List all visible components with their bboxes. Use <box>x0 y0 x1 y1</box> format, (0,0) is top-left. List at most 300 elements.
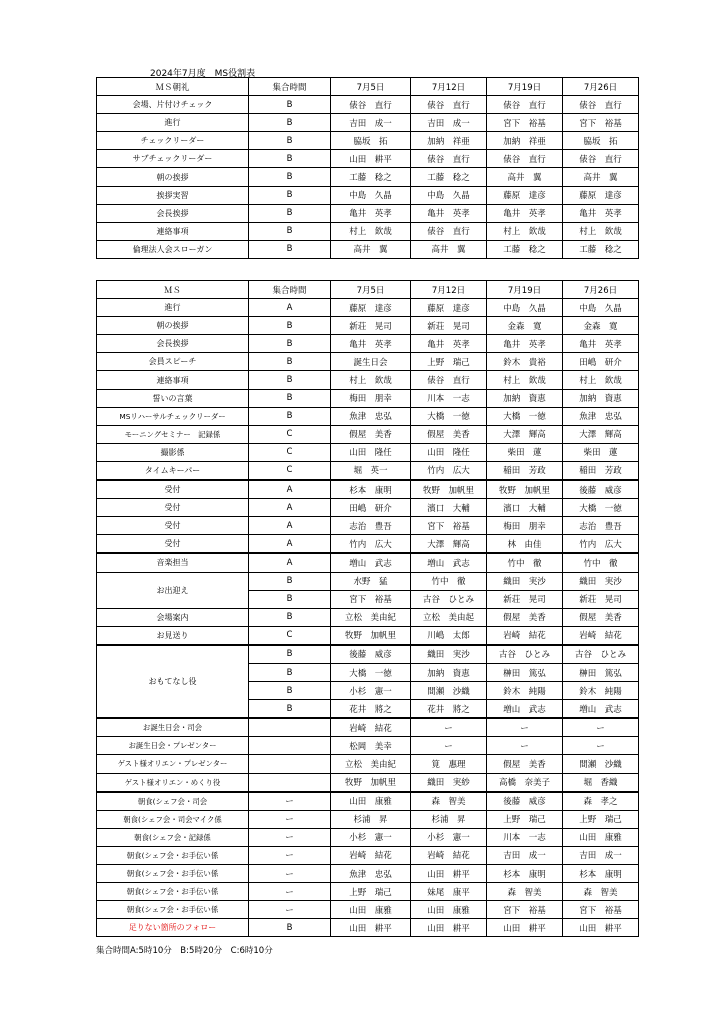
assignee-cell: 古谷 ひとみ <box>411 590 487 608</box>
role-cell: 倫理法人会スローガン <box>97 240 249 258</box>
assignee-cell: 加納 資恵 <box>411 663 487 681</box>
time-cell: ー <box>249 901 331 919</box>
time-cell: B <box>249 335 331 353</box>
table-row <box>97 535 639 554</box>
time-cell: B <box>249 389 331 407</box>
assignee-cell: 山田 耕平 <box>331 919 411 937</box>
time-cell: B <box>249 353 331 371</box>
role-cell: 足りない箇所のフォロー <box>97 919 249 937</box>
table-row <box>97 150 639 168</box>
assignee-cell: 堀 香織 <box>563 773 639 792</box>
time-cell: ー <box>249 810 331 828</box>
time-cell: A <box>249 553 331 572</box>
assignee-cell: 中島 久晶 <box>331 186 411 204</box>
assignee-cell: 大澤 輝高 <box>563 425 639 443</box>
assignee-cell: 村上 欽哉 <box>331 371 411 389</box>
role-cell: MSリハーサルチェックリーダー <box>97 407 249 425</box>
role-cell: 音楽担当 <box>97 553 249 572</box>
role-cell: お出迎え <box>97 572 249 608</box>
time-cell: C <box>249 461 331 480</box>
assignee-cell: 稲田 芳政 <box>487 461 563 480</box>
assignee-cell: 假屋 美香 <box>487 608 563 626</box>
time-cell: B <box>249 204 331 222</box>
role-cell: 朝の挨拶 <box>97 317 249 335</box>
table-row <box>97 317 639 335</box>
role-cell: お誕生日会・プレゼンター <box>97 737 249 755</box>
assignee-cell: 榊田 篤弘 <box>563 663 639 681</box>
assignee-cell: 花井 將之 <box>411 700 487 719</box>
table-row <box>97 222 639 240</box>
assignee-cell: 大橋 一徳 <box>563 499 639 517</box>
time-cell: B <box>249 150 331 168</box>
assignee-cell: 竹中 徹 <box>411 572 487 590</box>
assignee-cell: 山田 耕平 <box>411 919 487 937</box>
time-cell: B <box>249 240 331 258</box>
assignee-cell: 金森 寛 <box>563 317 639 335</box>
assignee-cell: 岩崎 結花 <box>331 718 411 737</box>
role-cell: タイムキーパー <box>97 461 249 480</box>
assignee-cell: 森 孝之 <box>563 792 639 811</box>
role-cell: 朝の挨拶 <box>97 168 249 186</box>
assignee-cell: 大澤 輝高 <box>487 425 563 443</box>
assignee-cell: 柴田 蓮 <box>563 443 639 461</box>
assignee-cell: 俵谷 直行 <box>411 96 487 114</box>
assignee-cell: ー <box>411 718 487 737</box>
assignee-cell: 村上 欽哉 <box>487 222 563 240</box>
assignee-cell: 杉浦 昇 <box>331 810 411 828</box>
assignee-cell: 假屋 美香 <box>331 425 411 443</box>
assignee-cell: 魚津 忠弘 <box>331 865 411 883</box>
time-cell: B <box>249 645 331 664</box>
role-cell: 受付 <box>97 535 249 554</box>
role-cell: 会長挨拶 <box>97 335 249 353</box>
assignee-cell: 吉田 成一 <box>487 846 563 864</box>
table-row <box>97 407 639 425</box>
table-row <box>97 572 639 590</box>
assignee-cell: 加納 資恵 <box>563 389 639 407</box>
role-cell: 朝食(シェフ会・司会 <box>97 792 249 811</box>
assignee-cell: 俵谷 直行 <box>331 96 411 114</box>
time-cell: B <box>249 222 331 240</box>
assignee-cell: 上野 瑞己 <box>411 353 487 371</box>
table-row <box>97 114 639 132</box>
assignee-cell: 織田 実沙 <box>563 572 639 590</box>
assignee-cell: 中島 久晶 <box>487 299 563 317</box>
assignee-cell: 山田 康雅 <box>331 792 411 811</box>
assignee-cell: 宮下 裕基 <box>411 517 487 535</box>
table-row <box>97 517 639 535</box>
time-cell: ー <box>249 865 331 883</box>
assignee-cell: 川嶋 太郎 <box>411 626 487 645</box>
time-cell: B <box>249 682 331 700</box>
assignee-cell: 村上 欽哉 <box>563 371 639 389</box>
time-cell: A <box>249 499 331 517</box>
assignee-cell: 新荘 晃司 <box>563 590 639 608</box>
assignee-cell: 牧野 加帆里 <box>331 773 411 792</box>
time-cell: B <box>249 700 331 719</box>
assignee-cell: 中島 久晶 <box>411 186 487 204</box>
column-header: 7月26日 <box>563 78 639 96</box>
table-row <box>97 425 639 443</box>
assignee-cell: 小杉 憲一 <box>411 828 487 846</box>
assignee-cell: 織田 実沙 <box>411 645 487 664</box>
assignee-cell: 濱口 大輔 <box>487 499 563 517</box>
assignee-cell: 立松 美由紀 <box>331 755 411 773</box>
assignee-cell: 水野 猛 <box>331 572 411 590</box>
time-cell: C <box>249 443 331 461</box>
table-row <box>97 132 639 150</box>
assignee-cell: 宮下 裕基 <box>331 590 411 608</box>
assignee-cell: 高橋 奈美子 <box>487 773 563 792</box>
assignee-cell: 山田 康雅 <box>411 901 487 919</box>
assignee-cell: 大澤 輝高 <box>411 535 487 554</box>
assignee-cell: 宮下 裕基 <box>487 114 563 132</box>
assignee-cell: 竹中 徹 <box>563 553 639 572</box>
assignee-cell: 鈴木 純陽 <box>563 682 639 700</box>
assignee-cell: 亀井 英孝 <box>411 335 487 353</box>
assignee-cell: 梅田 朋幸 <box>487 517 563 535</box>
assignee-cell: 高井 翼 <box>331 240 411 258</box>
assignee-cell: 藤原 達彦 <box>411 299 487 317</box>
assignee-cell: 宮下 裕基 <box>563 114 639 132</box>
assignee-cell: 俵谷 直行 <box>411 222 487 240</box>
assignee-cell: 亀井 英孝 <box>331 204 411 222</box>
assignee-cell: 上野 瑞己 <box>487 810 563 828</box>
table-row <box>97 389 639 407</box>
table-row <box>97 828 639 846</box>
assignee-cell: 工藤 稔之 <box>563 240 639 258</box>
assignee-cell: 山田 隆任 <box>411 443 487 461</box>
column-header: 7月26日 <box>563 281 639 299</box>
assignee-cell: 川本 一志 <box>487 828 563 846</box>
column-header: 集合時間 <box>249 281 331 299</box>
assignee-cell: ー <box>563 737 639 755</box>
assignee-cell: 大橋 一徳 <box>331 663 411 681</box>
table-row <box>97 645 639 664</box>
assignee-cell: 鈴木 純陽 <box>487 682 563 700</box>
assignee-cell: 亀井 英孝 <box>563 204 639 222</box>
table-row <box>97 919 639 937</box>
assignee-cell: 田嶋 研介 <box>563 353 639 371</box>
ms-morning-table <box>96 77 639 259</box>
time-cell: C <box>249 425 331 443</box>
table-row <box>97 737 639 755</box>
assignee-cell: ー <box>487 737 563 755</box>
assignee-cell: 俵谷 直行 <box>563 150 639 168</box>
assignee-cell: 俵谷 直行 <box>411 371 487 389</box>
assignee-cell: 藤原 達彦 <box>563 186 639 204</box>
table-row <box>97 755 639 773</box>
assignee-cell: 俵谷 直行 <box>487 150 563 168</box>
assignee-cell: 山田 耕平 <box>411 865 487 883</box>
assignee-cell: 俵谷 直行 <box>563 96 639 114</box>
assignee-cell: 脇坂 拓 <box>563 132 639 150</box>
role-cell: 会員スピーチ <box>97 353 249 371</box>
assignee-cell: 小杉 憲一 <box>331 828 411 846</box>
assignee-cell: 新荘 晃司 <box>411 317 487 335</box>
assignee-cell: 山田 耕平 <box>331 150 411 168</box>
table-row <box>97 443 639 461</box>
assignee-cell: 竹内 広大 <box>411 461 487 480</box>
table-row <box>97 608 639 626</box>
role-cell: 会場、片付けチェック <box>97 96 249 114</box>
table-row <box>97 846 639 864</box>
table-row <box>97 810 639 828</box>
assignee-cell: ー <box>411 737 487 755</box>
assignee-cell: 間瀬 沙織 <box>411 682 487 700</box>
assignee-cell: 後藤 威彦 <box>563 480 639 499</box>
role-cell: 連絡事項 <box>97 222 249 240</box>
table-row <box>97 299 639 317</box>
column-header: ＭＳ朝礼 <box>97 78 249 96</box>
role-cell: 受付 <box>97 499 249 517</box>
assignee-cell: 藤原 達彦 <box>331 299 411 317</box>
assignee-cell: 村上 欽哉 <box>487 371 563 389</box>
time-cell: B <box>249 407 331 425</box>
assignee-cell: 誕生日会 <box>331 353 411 371</box>
assignee-cell: ー <box>487 718 563 737</box>
assignee-cell: 山田 康雅 <box>331 901 411 919</box>
time-cell: A <box>249 480 331 499</box>
assignee-cell: 増山 武志 <box>487 700 563 719</box>
assignee-cell: 假屋 美香 <box>411 425 487 443</box>
assignee-cell: 吉田 成一 <box>331 114 411 132</box>
assignee-cell: 立松 美由紀 <box>331 608 411 626</box>
time-cell <box>249 755 331 773</box>
assignee-cell: 竹内 広大 <box>331 535 411 554</box>
assignee-cell: 上野 瑞己 <box>331 883 411 901</box>
assignee-cell: 森 智美 <box>563 883 639 901</box>
assignee-cell: 竹中 徹 <box>487 553 563 572</box>
assignee-cell: 森 智美 <box>411 792 487 811</box>
assignee-cell: 村上 欽哉 <box>563 222 639 240</box>
column-header: 7月5日 <box>331 78 411 96</box>
time-cell: B <box>249 919 331 937</box>
role-cell: 受付 <box>97 480 249 499</box>
assignee-cell: 杉本 康明 <box>563 865 639 883</box>
assignee-cell: 新荘 晃司 <box>487 590 563 608</box>
table-row <box>97 461 639 480</box>
role-cell: サブチェックリーダー <box>97 150 249 168</box>
table-header-row <box>97 281 639 299</box>
assignee-cell: 亀井 英孝 <box>487 204 563 222</box>
role-cell: ゲスト様オリエン・プレゼンター <box>97 755 249 773</box>
assignee-cell: ー <box>563 718 639 737</box>
assignee-cell: 宮下 裕基 <box>487 901 563 919</box>
assignee-cell: 大橋 一徳 <box>487 407 563 425</box>
time-cell: A <box>249 535 331 554</box>
role-cell: 進行 <box>97 114 249 132</box>
time-cell <box>249 718 331 737</box>
assignee-cell: 藤原 達彦 <box>487 186 563 204</box>
assignee-cell: 間瀬 沙織 <box>563 755 639 773</box>
column-header: 7月19日 <box>487 78 563 96</box>
time-cell: B <box>249 371 331 389</box>
assignee-cell: 山田 隆任 <box>331 443 411 461</box>
role-cell: お誕生日会・司会 <box>97 718 249 737</box>
table-row <box>97 240 639 258</box>
time-cell <box>249 773 331 792</box>
column-header: ＭＳ <box>97 281 249 299</box>
time-cell: B <box>249 317 331 335</box>
time-cell: B <box>249 186 331 204</box>
time-cell: ー <box>249 883 331 901</box>
assignee-cell: 魚津 忠弘 <box>331 407 411 425</box>
assignee-cell: 高井 翼 <box>487 168 563 186</box>
role-cell: お見送り <box>97 626 249 645</box>
table-row <box>97 499 639 517</box>
assignee-cell: 山田 康雅 <box>563 828 639 846</box>
role-cell: ゲスト様オリエン・めくり役 <box>97 773 249 792</box>
assignee-cell: 加納 資恵 <box>487 389 563 407</box>
assignee-cell: 工藤 稔之 <box>331 168 411 186</box>
assignee-cell: 田嶋 研介 <box>331 499 411 517</box>
assignee-cell: 筧 惠理 <box>411 755 487 773</box>
time-cell: ー <box>249 792 331 811</box>
assignee-cell: 立松 美由起 <box>411 608 487 626</box>
assignee-cell: 岩崎 結花 <box>411 846 487 864</box>
role-cell: 朝食(シェフ会・お手伝い係 <box>97 846 249 864</box>
table-row <box>97 186 639 204</box>
page-title: 2024年7月度 MS役割表 <box>150 69 256 79</box>
assignee-cell: 高井 翼 <box>563 168 639 186</box>
assignee-cell: 杉浦 昇 <box>411 810 487 828</box>
assignee-cell: 志治 豊吾 <box>331 517 411 535</box>
assignee-cell: 森 智美 <box>487 883 563 901</box>
role-cell: チェックリーダー <box>97 132 249 150</box>
table-row <box>97 96 639 114</box>
assignee-cell: 脇坂 拓 <box>331 132 411 150</box>
assignee-cell: 岩崎 結花 <box>563 626 639 645</box>
time-cell: B <box>249 663 331 681</box>
time-cell: B <box>249 96 331 114</box>
assignee-cell: 小杉 憲一 <box>331 682 411 700</box>
assignee-cell: 柴田 蓮 <box>487 443 563 461</box>
assignee-cell: 新荘 晃司 <box>331 317 411 335</box>
assignee-cell: 増山 武志 <box>411 553 487 572</box>
role-cell: 連絡事項 <box>97 371 249 389</box>
table-row <box>97 168 639 186</box>
assignee-cell: 吉田 成一 <box>411 114 487 132</box>
assignee-cell: 亀井 英孝 <box>563 335 639 353</box>
assignee-cell: 上野 瑞己 <box>563 810 639 828</box>
assignee-cell: 川本 一志 <box>411 389 487 407</box>
assignee-cell: 古谷 ひとみ <box>487 645 563 664</box>
column-header: 7月5日 <box>331 281 411 299</box>
assignee-cell: 宮下 裕基 <box>563 901 639 919</box>
role-cell: 朝食(シェフ会・記録係 <box>97 828 249 846</box>
assignee-cell: 中島 久晶 <box>563 299 639 317</box>
role-cell: 朝食(シェフ会・お手伝い係 <box>97 901 249 919</box>
table-row <box>97 865 639 883</box>
assignee-cell: 織田 実紗 <box>411 773 487 792</box>
assignee-cell: 亀井 英孝 <box>411 204 487 222</box>
time-cell: B <box>249 168 331 186</box>
column-header: 7月19日 <box>487 281 563 299</box>
table-row <box>97 718 639 737</box>
table-row <box>97 792 639 811</box>
assignee-cell: 志治 豊吾 <box>563 517 639 535</box>
assignee-cell: 花井 將之 <box>331 700 411 719</box>
table-row <box>97 626 639 645</box>
assignee-cell: 吉田 成一 <box>563 846 639 864</box>
assignee-cell: 大橋 一徳 <box>411 407 487 425</box>
assignee-cell: 工藤 稔之 <box>411 168 487 186</box>
table-row <box>97 553 639 572</box>
role-cell: 受付 <box>97 517 249 535</box>
assignee-cell: 魚津 忠弘 <box>563 407 639 425</box>
assignee-cell: 増山 武志 <box>563 700 639 719</box>
assignee-cell: 林 由佳 <box>487 535 563 554</box>
ms-roles-table <box>96 280 639 937</box>
time-cell: A <box>249 517 331 535</box>
assignee-cell: 梅田 朋幸 <box>331 389 411 407</box>
assignee-cell: 岩崎 結花 <box>487 626 563 645</box>
time-cell: B <box>249 132 331 150</box>
assignee-cell: 假屋 美香 <box>563 608 639 626</box>
column-header: 集合時間 <box>249 78 331 96</box>
table-header-row <box>97 78 639 96</box>
assignee-cell: 後藤 威彦 <box>487 792 563 811</box>
role-cell: モーニングセミナー 記録係 <box>97 425 249 443</box>
assignee-cell: 牧野 加帆里 <box>411 480 487 499</box>
assignee-cell: 亀井 英孝 <box>331 335 411 353</box>
assignee-cell: 俵谷 直行 <box>411 150 487 168</box>
role-cell: 進行 <box>97 299 249 317</box>
assignee-cell: 竹内 広大 <box>563 535 639 554</box>
time-cell: C <box>249 626 331 645</box>
assignee-cell: 後藤 威彦 <box>331 645 411 664</box>
assignee-cell: 高井 翼 <box>411 240 487 258</box>
assignee-cell: 杉本 康明 <box>487 865 563 883</box>
assignee-cell: 山田 耕平 <box>563 919 639 937</box>
role-cell: 会場案内 <box>97 608 249 626</box>
table-row <box>97 901 639 919</box>
assignee-cell: 牧野 加帆里 <box>487 480 563 499</box>
assignee-cell: 工藤 稔之 <box>487 240 563 258</box>
assignee-cell: 村上 欽哉 <box>331 222 411 240</box>
assignee-cell: 加納 祥亜 <box>411 132 487 150</box>
assignee-cell: 堀 英一 <box>331 461 411 480</box>
role-cell: おもてなし役 <box>97 645 249 718</box>
column-header: 7月12日 <box>411 281 487 299</box>
table-row <box>97 204 639 222</box>
table-row <box>97 335 639 353</box>
assignee-cell: 加納 祥亜 <box>487 132 563 150</box>
time-cell: A <box>249 299 331 317</box>
role-cell: 朝食(シェフ会・司会マイク係 <box>97 810 249 828</box>
role-cell: 撮影係 <box>97 443 249 461</box>
table-row <box>97 773 639 792</box>
time-cell: B <box>249 608 331 626</box>
table-row <box>97 883 639 901</box>
role-cell: 朝食(シェフ会・お手伝い係 <box>97 865 249 883</box>
column-header: 7月12日 <box>411 78 487 96</box>
meeting-time-legend: 集合時間A:5時10分 B:5時20分 C:6時10分 <box>96 946 273 956</box>
time-cell: B <box>249 114 331 132</box>
table-row <box>97 353 639 371</box>
role-cell: 会長挨拶 <box>97 204 249 222</box>
assignee-cell: 牧野 加帆里 <box>331 626 411 645</box>
role-cell: 朝食(シェフ会・お手伝い係 <box>97 883 249 901</box>
time-cell <box>249 737 331 755</box>
assignee-cell: 山田 耕平 <box>487 919 563 937</box>
assignee-cell: 松岡 美幸 <box>331 737 411 755</box>
assignee-cell: 假屋 美香 <box>487 755 563 773</box>
time-cell: ー <box>249 828 331 846</box>
assignee-cell: 鈴木 貴裕 <box>487 353 563 371</box>
assignee-cell: 織田 実沙 <box>487 572 563 590</box>
